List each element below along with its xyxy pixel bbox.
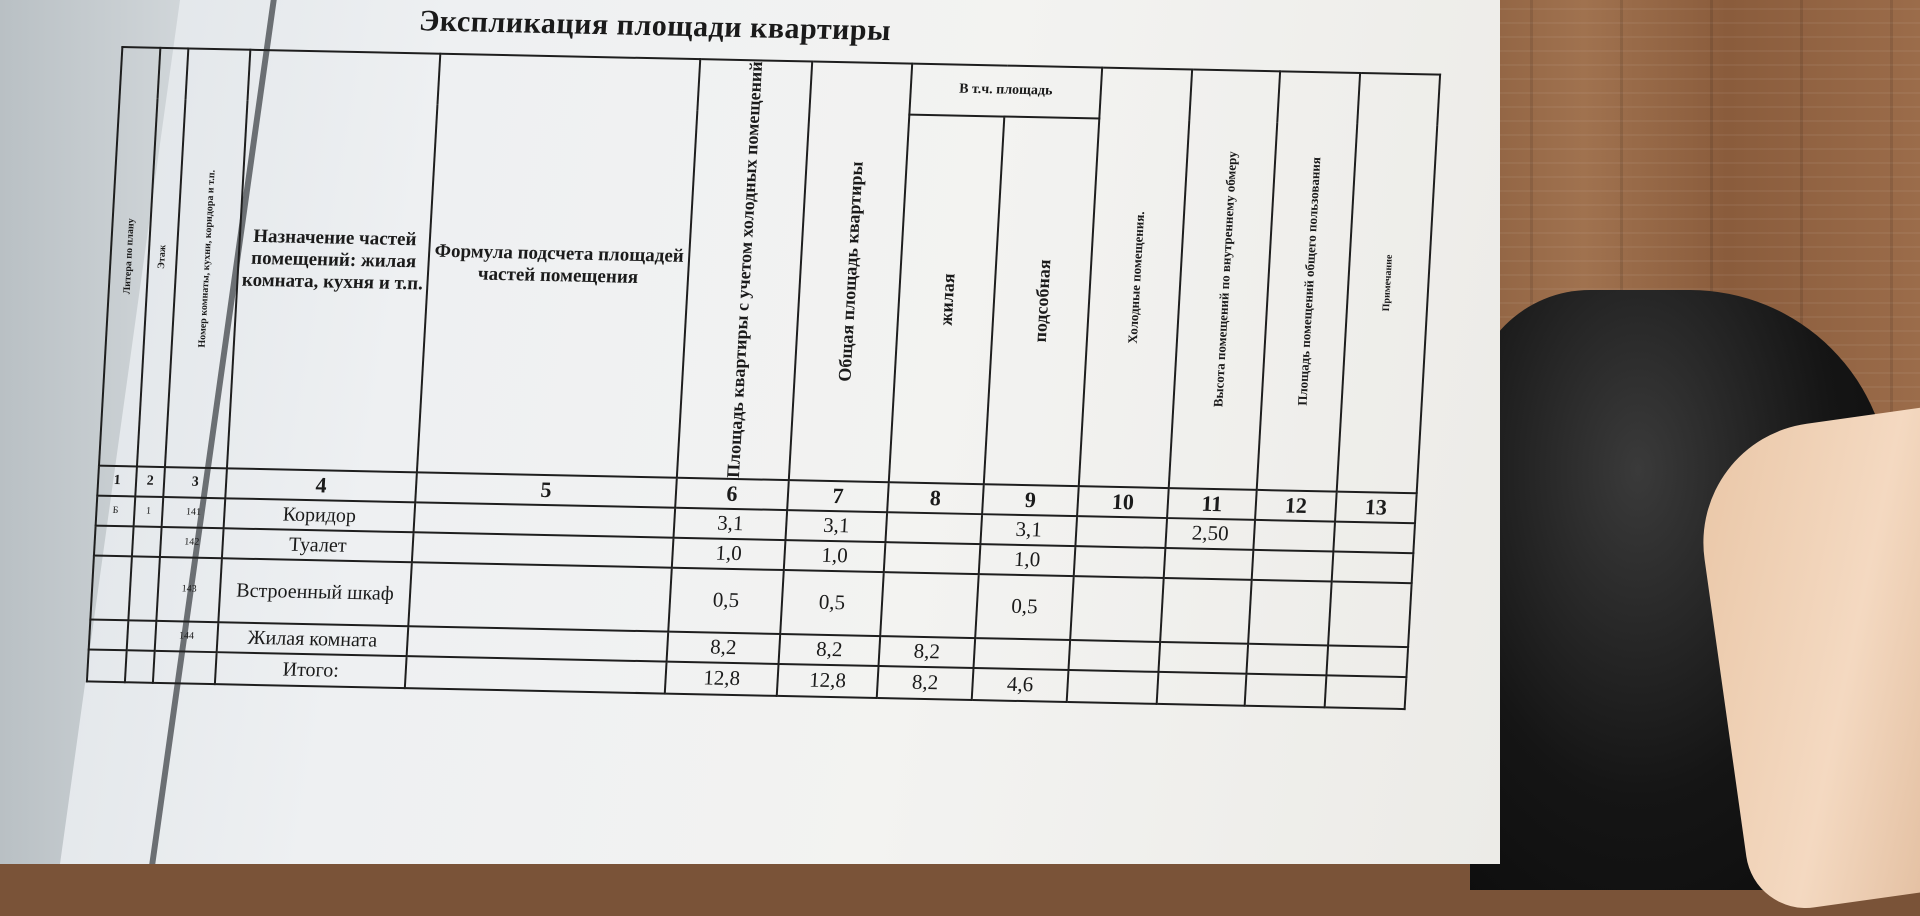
column-number: 6: [675, 478, 789, 510]
cell-area-with-cold: 1,0: [672, 538, 786, 570]
cell-common-area: [1246, 644, 1328, 676]
cell-empty: [1245, 674, 1327, 708]
cell-floor: 1: [134, 496, 164, 527]
cell-room-name: Коридор: [224, 498, 416, 532]
cell-area-with-cold: 8,2: [667, 632, 781, 664]
total-living-area: 8,2: [877, 666, 974, 700]
column-number: 4: [225, 468, 417, 502]
header-room-purpose: Назначение частей помещений: жилая комната, кухня и т.п.: [227, 50, 440, 473]
apartment-explication-sheet: [85, 0, 1449, 697]
cell-room-number: 143: [156, 557, 222, 622]
cell-room-name: Жилая комната: [217, 622, 409, 656]
cell-empty: [1325, 675, 1407, 709]
column-number: 3: [163, 467, 227, 498]
cell-empty: [1067, 670, 1159, 704]
header-room-number: Номер комнаты, кухни, коридора и т.п.: [165, 48, 250, 468]
header-floor: Этаж: [137, 48, 188, 467]
column-number: 13: [1335, 492, 1417, 524]
cell-common-area: [1253, 520, 1335, 552]
total-total-area: 12,8: [777, 664, 879, 698]
cell-height: [1160, 578, 1252, 644]
cell-total-area: 8,2: [779, 634, 881, 666]
cell-living-area: 8,2: [879, 636, 976, 668]
column-number: 7: [787, 480, 889, 512]
cell-room-name: Туалет: [222, 528, 414, 562]
header-living: жилая: [889, 114, 1005, 484]
column-number: 11: [1167, 488, 1257, 520]
column-number: 12: [1255, 490, 1337, 522]
cell-litera: Б: [96, 496, 136, 527]
column-number: 2: [135, 466, 165, 497]
header-height: Высота помещений по внутреннему обмеру: [1169, 69, 1280, 489]
explication-table: [86, 46, 1441, 710]
column-number: 9: [982, 484, 1079, 516]
cell-room-number: 142: [160, 527, 224, 558]
header-including-area: В т.ч. площадь: [909, 64, 1102, 119]
cell-litera: [90, 556, 132, 621]
cell-empty: [405, 656, 667, 693]
cell-area-with-cold: 3,1: [673, 508, 787, 540]
cell-auxiliary-area: 0,5: [975, 574, 1074, 640]
cell-living-area: [885, 512, 982, 544]
cell-cold-area: [1074, 546, 1166, 578]
column-number: 8: [887, 482, 984, 514]
total-area-with-cold: 12,8: [665, 662, 779, 696]
cell-total-area: 1,0: [784, 540, 886, 572]
cell-living-area: [880, 572, 979, 638]
header-auxiliary: подсобная: [984, 116, 1100, 486]
cell-auxiliary-area: [973, 638, 1070, 670]
cell-empty: [153, 651, 217, 684]
cell-formula: [408, 562, 672, 631]
cell-room-number: 144: [155, 621, 219, 652]
cell-room-number: 141: [162, 497, 226, 528]
cell-auxiliary-area: 1,0: [979, 544, 1076, 576]
cell-empty: [125, 650, 155, 683]
column-number: 1: [97, 466, 137, 497]
cell-litera: [89, 619, 129, 650]
cell-floor: [128, 556, 160, 621]
cell-cold-area: [1070, 576, 1164, 642]
cell-note: [1328, 581, 1412, 647]
cell-note: [1326, 645, 1408, 677]
cell-empty: [1157, 672, 1247, 706]
document-title: Экспликация площади квартиры: [418, 4, 892, 48]
total-auxiliary-area: 4,6: [972, 668, 1069, 702]
header-area-with-cold: Площадь квартиры с учетом холодных помещений: [677, 59, 812, 480]
header-common-area: Площадь помещений общего пользования: [1257, 71, 1360, 491]
cell-height: 2,50: [1165, 518, 1255, 550]
cell-auxiliary-area: 3,1: [980, 514, 1077, 546]
cell-empty: [87, 649, 127, 682]
cell-room-name: Встроенный шкаф: [218, 558, 412, 626]
cell-height: [1158, 642, 1248, 674]
header-total-area: Общая площадь квартиры: [789, 62, 912, 483]
header-formula: Формула подсчета площадей частей помещения: [417, 54, 700, 478]
total-label: Итого:: [215, 652, 407, 688]
cell-height: [1164, 548, 1254, 580]
cell-floor: [132, 526, 162, 557]
cell-note: [1333, 522, 1415, 554]
column-number: 5: [415, 472, 677, 507]
header-note: Примечание: [1337, 73, 1440, 493]
header-litera: Литера по плану: [99, 47, 160, 466]
header-cold-rooms: Холодные помещения.: [1079, 68, 1192, 488]
cell-living-area: [884, 542, 981, 574]
column-number: 10: [1077, 486, 1169, 518]
cell-common-area: [1252, 550, 1334, 582]
cell-total-area: 3,1: [785, 510, 887, 542]
cell-litera: [94, 526, 134, 557]
cell-note: [1332, 552, 1414, 584]
cell-cold-area: [1068, 640, 1160, 672]
cell-area-with-cold: 0,5: [668, 568, 784, 634]
cell-common-area: [1248, 580, 1332, 646]
cell-cold-area: [1075, 516, 1167, 548]
cell-floor: [127, 620, 157, 651]
cell-total-area: 0,5: [780, 570, 884, 636]
